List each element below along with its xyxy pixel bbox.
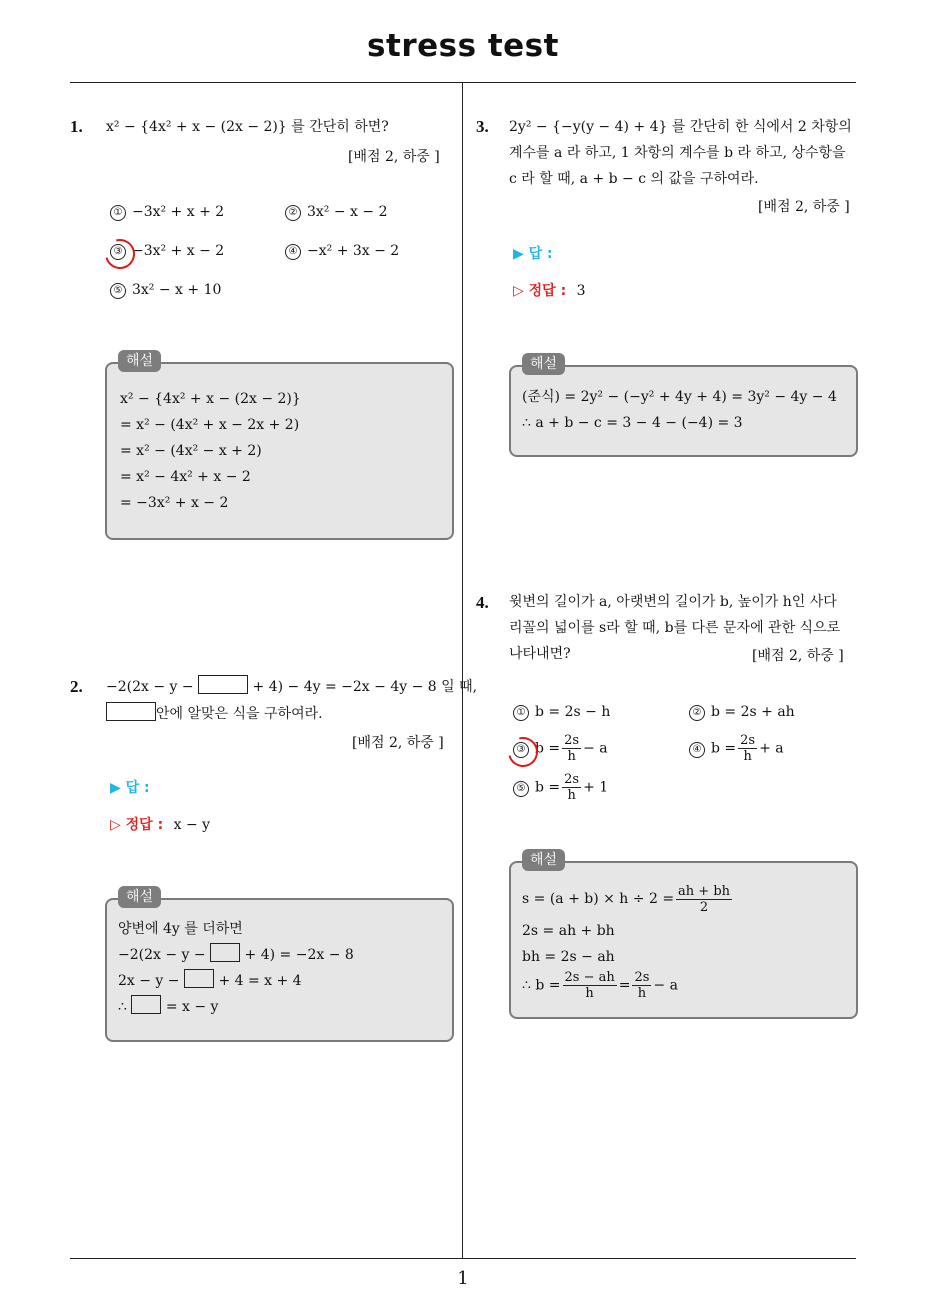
choice-4[interactable] (689, 733, 784, 764)
question-text-line-2 (106, 701, 323, 727)
text-part: s = (a + b) × h ÷ 2 = (522, 891, 675, 907)
question-number: 2. (70, 677, 83, 696)
question-line: 리꼴의 넓이를 s라 할 때, b를 다른 문자에 관한 식으로 (509, 620, 841, 636)
text-part: −2(2x − y − (118, 947, 206, 963)
choice-number: ④ (285, 244, 301, 260)
choice-text: −3x² + x + 2 (132, 204, 225, 220)
question-text: x² − {4x² + x − (2x − 2)} 를 간단히 하면? (106, 119, 389, 135)
blank-box (198, 675, 248, 694)
footer-rule (70, 1258, 856, 1259)
choice-text: b = (535, 740, 561, 757)
choice-text: b = 2s + ah (711, 704, 795, 720)
choice-text: b = (711, 740, 737, 757)
choice-number: ⑤ (513, 781, 529, 797)
choice-text: + 1 (583, 779, 609, 796)
correct-label: ▷ 정답 : (513, 283, 567, 299)
choice-number: ⑤ (110, 283, 126, 299)
answer-mark-icon (503, 731, 544, 772)
numerator: 2s (564, 733, 580, 748)
text-part: 안에 알맞은 식을 구하여라. (156, 706, 323, 722)
solution-line (118, 942, 354, 968)
correct-value: 3 (576, 283, 586, 299)
choice-text: −x² + 3x − 2 (307, 243, 400, 259)
numerator: 2s (634, 970, 650, 985)
solution-line: = −3x² + x − 2 (120, 495, 229, 511)
choice-text: 3x² − x + 10 (132, 282, 222, 298)
choice-text: b = (535, 779, 561, 796)
solution-tag: 해설 (522, 353, 565, 375)
solution-body (120, 386, 301, 516)
choice-number: ① (513, 705, 529, 721)
denominator: h (567, 788, 576, 803)
solution-line: 양변에 4y 를 더하면 (118, 921, 243, 937)
question-number: 4. (476, 593, 489, 612)
denominator: h (567, 749, 576, 764)
choice-number: ③ (513, 742, 529, 758)
question-text (509, 114, 852, 192)
choice-number: ② (285, 205, 301, 221)
question-number: 1. (70, 117, 83, 136)
correct-answer (513, 280, 586, 300)
question-line: 윗변의 길이가 a, 아랫변의 길이가 b, 높이가 h인 사다 (509, 594, 837, 610)
therefore-symbol: ∴ (118, 999, 127, 1015)
choice-2[interactable] (285, 204, 387, 221)
text-part: −2(2x − y − (106, 679, 194, 695)
solution-line: = x² − (4x² + x − 2x + 2) (120, 417, 300, 433)
page-title: stress test (367, 28, 559, 64)
choice-1[interactable] (110, 204, 224, 221)
fraction (738, 733, 757, 764)
solution-line: (준식) = 2y² − (−y² + 4y + 4) = 3y² − 4y − 4 (522, 389, 837, 405)
score-label: [배점 2, 하중 ] (758, 199, 850, 215)
choice-3[interactable] (110, 243, 224, 260)
numerator: 2s (564, 772, 580, 787)
solution-line: = x² − (4x² − x + 2) (120, 443, 262, 459)
solution-line (522, 880, 734, 918)
fraction (562, 772, 581, 803)
solution-line: 2s = ah + bh (522, 923, 615, 939)
choice-number: ② (689, 705, 705, 721)
text-part: = (618, 977, 631, 994)
denominator: 2 (699, 899, 709, 915)
choice-2[interactable] (689, 704, 795, 721)
numerator: ah + bh (678, 883, 731, 899)
solution-line: x² − {4x² + x − (2x − 2)} (120, 391, 301, 407)
correct-label: ▷ 정답 : (110, 817, 164, 833)
column-divider (462, 83, 463, 1259)
question-line: 2y² − {−y(y − 4) + 4} 를 간단히 한 식에서 2 차항의 (509, 119, 852, 135)
choice-number: ① (110, 205, 126, 221)
numerator: 2s − ah (564, 970, 615, 985)
solution-line: = x² − 4x² + x − 2 (120, 469, 251, 485)
solution-line (118, 968, 354, 994)
score-label: [배점 2, 하중 ] (352, 735, 444, 751)
solution-tag: 해설 (118, 886, 161, 908)
question-line: c 라 할 때, a + b − c 의 값을 구하여라. (509, 171, 759, 187)
choice-number: ④ (689, 742, 705, 758)
text-part: ∴ b = (522, 977, 561, 994)
solution-body (522, 384, 837, 436)
text-part: + 4 = x + 4 (218, 973, 302, 989)
question-number: 3. (476, 117, 489, 136)
blank-box (184, 969, 214, 988)
answer-label: ▶ 답 : (110, 780, 150, 796)
numerator: 2s (740, 733, 756, 748)
text-part: = x − y (165, 999, 219, 1015)
page-number: 1 (457, 1268, 469, 1289)
fraction (632, 970, 651, 1001)
correct-answer (110, 814, 210, 834)
blank-box (210, 943, 240, 962)
choice-5[interactable] (513, 772, 608, 803)
fraction (562, 733, 581, 764)
blank-box (106, 702, 156, 721)
solution-line: bh = 2s − ah (522, 949, 615, 965)
solution-line: ∴ a + b − c = 3 − 4 − (−4) = 3 (522, 415, 743, 431)
blank-box (131, 995, 161, 1014)
text-part: 2x − y − (118, 973, 180, 989)
choice-5[interactable] (110, 282, 221, 299)
fraction (676, 884, 732, 915)
correct-value: x − y (173, 817, 211, 833)
solution-body (118, 916, 354, 1020)
denominator: h (585, 986, 594, 1001)
answer-mark-icon (100, 234, 141, 275)
solution-body (522, 880, 734, 1001)
score-label: [배점 2, 하중 ] (752, 648, 844, 664)
denominator: h (743, 749, 752, 764)
choice-3[interactable] (513, 733, 608, 764)
question-line: 계수를 a 라 하고, 1 차항의 계수를 b 라 하고, 상수항을 (509, 145, 846, 161)
text-part: + 4) − 4y = −2x − 4y − 8 일 때, (252, 679, 478, 695)
choice-1[interactable] (513, 704, 610, 721)
choice-text: − a (583, 740, 608, 757)
question-line: 나타내면? (509, 646, 571, 662)
solution-tag: 해설 (118, 350, 161, 372)
choice-4[interactable] (285, 243, 399, 260)
question-text-line-1 (106, 674, 477, 700)
solution-line (522, 970, 734, 1001)
choice-text: b = 2s − h (535, 704, 611, 720)
text-part: + 4) = −2x − 8 (244, 947, 354, 963)
solution-line (118, 994, 354, 1020)
fraction (563, 970, 617, 1001)
choice-text: −3x² + x − 2 (132, 243, 225, 259)
solution-tag: 해설 (522, 849, 565, 871)
choice-number: ③ (110, 244, 126, 260)
header-rule (70, 82, 856, 83)
answer-label: ▶ 답 : (513, 246, 553, 262)
choice-text: + a (759, 740, 784, 757)
denominator: h (637, 986, 647, 1001)
text-part: − a (653, 977, 678, 994)
score-label: [배점 2, 하중 ] (348, 149, 440, 165)
choice-text: 3x² − x − 2 (307, 204, 388, 220)
